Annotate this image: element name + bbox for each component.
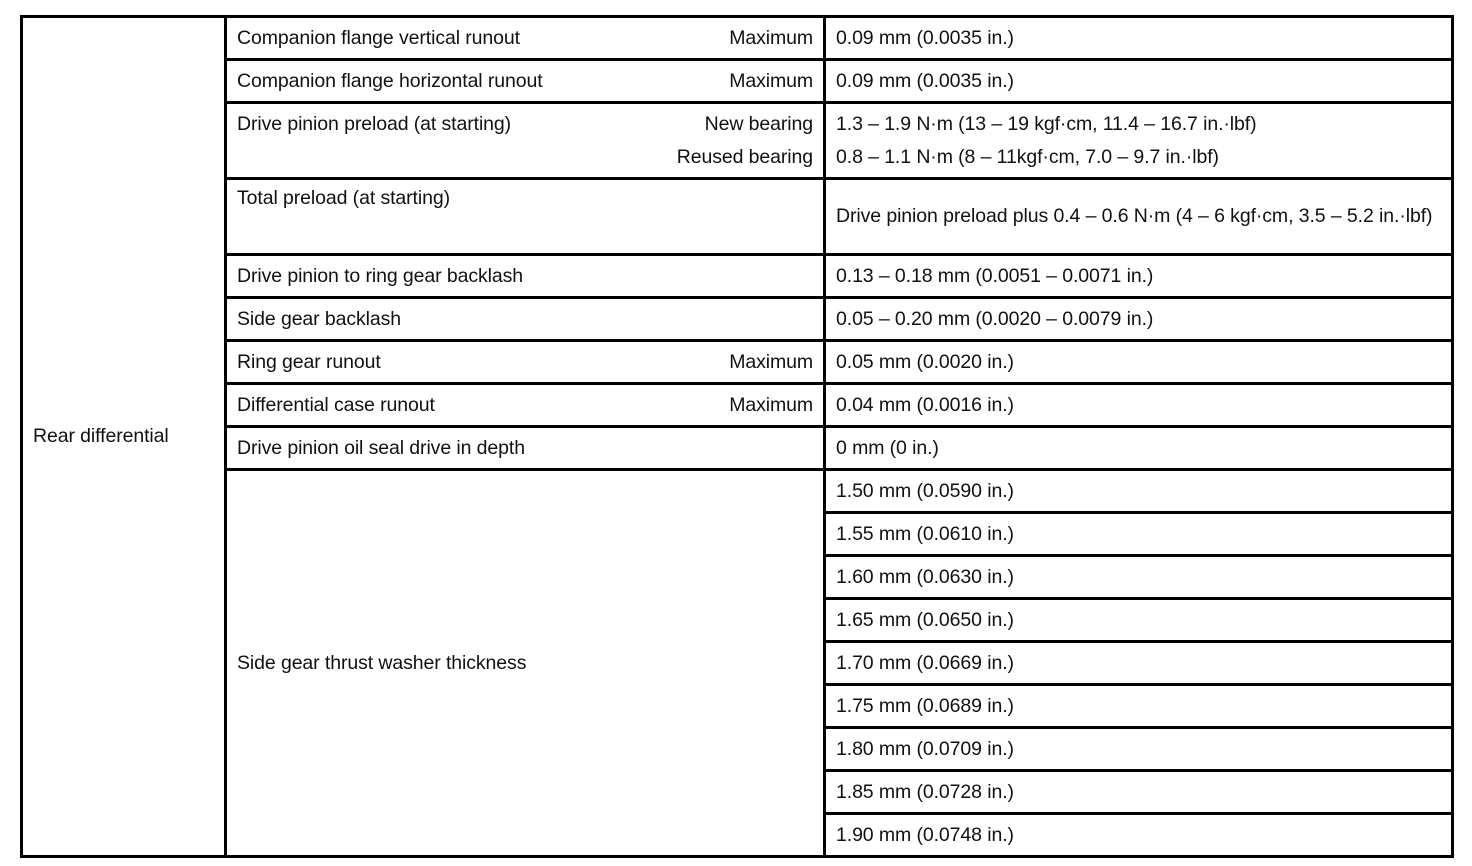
value-cell	[825, 179, 1453, 255]
value-cell	[825, 341, 1453, 384]
item-cell	[226, 341, 825, 384]
table-row	[22, 427, 1453, 470]
qualifier-reused-bearing: Reused bearing	[676, 145, 813, 168]
item-cell	[226, 179, 825, 255]
washer-thickness-value: 1.50 mm (0.0590 in.)	[836, 479, 1014, 502]
value-cell	[825, 685, 1453, 728]
group-label-cell	[22, 17, 226, 857]
value-text: 0.05 mm (0.0020 in.)	[836, 350, 1014, 373]
table-row	[22, 341, 1453, 384]
qualifier-new-bearing: New bearing	[704, 112, 813, 135]
spec-table	[20, 15, 1454, 858]
washer-thickness-value: 1.55 mm (0.0610 in.)	[836, 522, 1014, 545]
value-cell	[825, 470, 1453, 513]
value-cell	[825, 60, 1453, 103]
value-cell	[825, 642, 1453, 685]
qualifier-label: Maximum	[729, 69, 813, 92]
value-text: Drive pinion preload plus 0.4 – 0.6 N·m (4 – 6 kgf·cm, 3.5 – 5.2 in.·lbf)	[836, 205, 1433, 227]
value-cell	[825, 771, 1453, 814]
value-new-bearing: 1.3 – 1.9 N·m (13 – 19 kgf·cm, 11.4 – 16.7 in.·lbf)	[836, 112, 1257, 135]
washer-thickness-value: 1.85 mm (0.0728 in.)	[836, 780, 1014, 803]
value-text: 0.13 – 0.18 mm (0.0051 – 0.0071 in.)	[836, 264, 1154, 287]
value-cell	[825, 556, 1453, 599]
value-text: 0.09 mm (0.0035 in.)	[836, 26, 1014, 49]
item-cell	[226, 298, 825, 341]
qualifier-stack	[677, 108, 813, 174]
group-label: Rear differential	[33, 425, 169, 447]
washer-thickness-value: 1.70 mm (0.0669 in.)	[836, 651, 1014, 674]
item-cell	[226, 470, 825, 857]
item-label: Drive pinion to ring gear backlash	[237, 264, 524, 287]
item-label: Total preload (at starting)	[237, 187, 450, 209]
value-cell	[825, 17, 1453, 60]
value-text: 0.09 mm (0.0035 in.)	[836, 69, 1014, 92]
item-label: Drive pinion oil seal drive in depth	[237, 436, 525, 459]
item-label: Differential case runout	[237, 393, 435, 416]
value-cell	[825, 513, 1453, 556]
value-cell	[825, 103, 1453, 179]
value-text: 0.04 mm (0.0016 in.)	[836, 393, 1014, 416]
item-cell	[226, 17, 825, 60]
table-row	[22, 103, 1453, 179]
value-text: 0 mm (0 in.)	[836, 436, 939, 459]
value-reused-bearing: 0.8 – 1.1 N·m (8 – 11kgf·cm, 7.0 – 9.7 in.·lbf)	[836, 145, 1219, 168]
table-row	[22, 17, 1453, 60]
table-row	[22, 60, 1453, 103]
item-label: Companion flange horizontal runout	[237, 69, 543, 92]
washer-thickness-value: 1.90 mm (0.0748 in.)	[836, 823, 1014, 846]
value-cell	[825, 814, 1453, 857]
value-cell	[825, 728, 1453, 771]
item-cell	[226, 384, 825, 427]
item-label: Side gear backlash	[237, 307, 402, 330]
item-cell	[226, 427, 825, 470]
item-cell	[226, 255, 825, 298]
washer-thickness-value: 1.75 mm (0.0689 in.)	[836, 694, 1014, 717]
item-label: Drive pinion preload (at starting)	[237, 112, 512, 135]
qualifier-label: Maximum	[729, 393, 813, 416]
washer-thickness-value: 1.80 mm (0.0709 in.)	[836, 737, 1014, 760]
value-cell	[825, 298, 1453, 341]
table-row	[22, 470, 1453, 513]
item-cell	[226, 103, 825, 179]
value-text: 0.05 – 0.20 mm (0.0020 – 0.0079 in.)	[836, 307, 1154, 330]
value-cell	[825, 427, 1453, 470]
value-cell	[825, 384, 1453, 427]
value-cell	[825, 599, 1453, 642]
washer-thickness-value: 1.60 mm (0.0630 in.)	[836, 565, 1014, 588]
qualifier-label: Maximum	[729, 26, 813, 49]
item-label: Side gear thrust washer thickness	[237, 651, 527, 674]
washer-thickness-value: 1.65 mm (0.0650 in.)	[836, 608, 1014, 631]
qualifier-label: Maximum	[729, 350, 813, 373]
table-row	[22, 298, 1453, 341]
item-label: Companion flange vertical runout	[237, 26, 520, 49]
table-row	[22, 179, 1453, 255]
value-stack	[836, 108, 1441, 174]
item-label: Ring gear runout	[237, 350, 381, 373]
value-cell	[825, 255, 1453, 298]
table-row	[22, 255, 1453, 298]
table-row	[22, 384, 1453, 427]
item-cell	[226, 60, 825, 103]
